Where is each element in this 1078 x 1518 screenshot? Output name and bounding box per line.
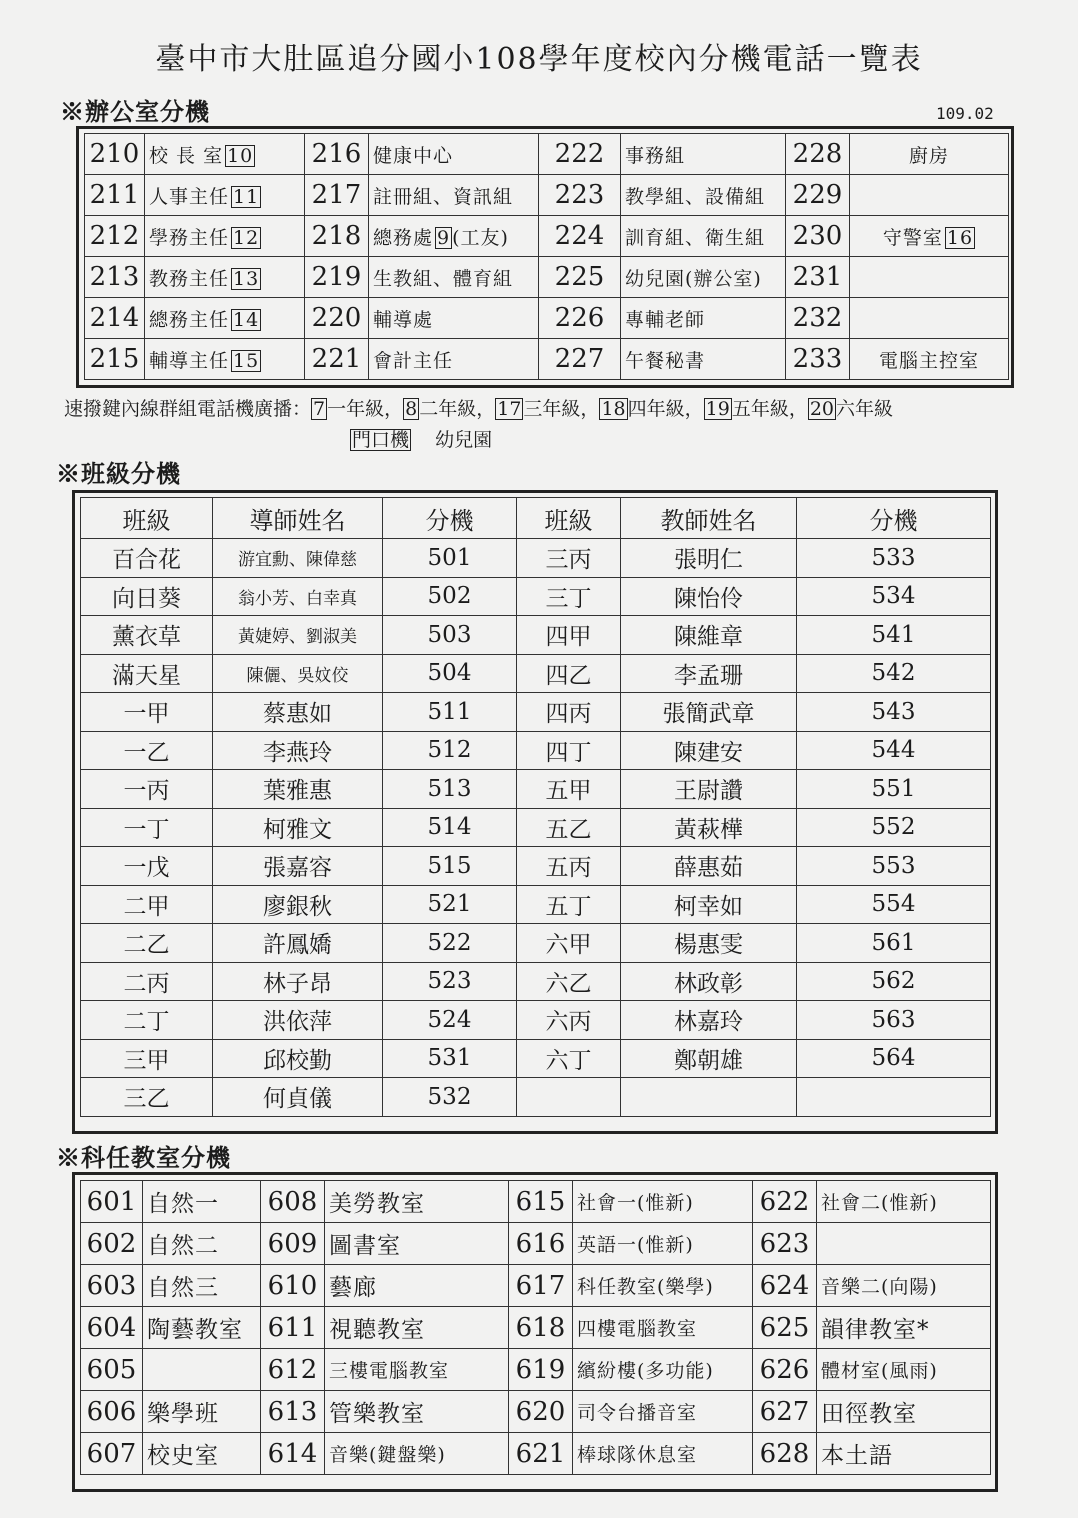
subject-room-name: 田徑教室 [817, 1391, 991, 1433]
class-extension: 551 [797, 770, 991, 809]
teacher-name [621, 1078, 797, 1117]
teacher-name: 蔡惠如 [213, 693, 383, 732]
class-extension: 532 [383, 1078, 517, 1117]
subject-ext-number: 627 [753, 1391, 817, 1433]
subject-row [81, 1433, 991, 1475]
office-ext-number: 210 [85, 134, 145, 175]
office-ext-label-cell [850, 175, 1009, 216]
office-ext-label-cell [145, 134, 305, 175]
subject-room-name: 圖書室 [325, 1223, 509, 1265]
office-ext-label: 總務處 [373, 226, 434, 249]
teacher-name: 黃婕婷、劉淑美 [213, 616, 383, 655]
class-extension: 515 [383, 847, 517, 886]
class-row [81, 1039, 991, 1078]
class-name: 三丙 [517, 539, 621, 578]
class-column-header: 導師姓名 [213, 498, 383, 539]
speed-key-box: 13 [233, 267, 260, 290]
subject-room-name: 藝廊 [325, 1265, 509, 1307]
teacher-name: 李燕玲 [213, 731, 383, 770]
teacher-name: 黃萩樺 [621, 808, 797, 847]
office-row [85, 134, 1009, 175]
class-section-title: ※班級分機 [56, 459, 181, 488]
class-name: 四丙 [517, 693, 621, 732]
subject-ext-number: 619 [509, 1349, 573, 1391]
teacher-name: 王尉讚 [621, 770, 797, 809]
subject-ext-number: 620 [509, 1391, 573, 1433]
class-row [81, 808, 991, 847]
speed-dial-key: 18 [601, 398, 626, 420]
office-ext-number: 216 [305, 134, 369, 175]
office-ext-label-cell [145, 257, 305, 298]
subject-ext-number: 612 [261, 1349, 325, 1391]
office-ext-number: 215 [85, 339, 145, 380]
class-extension: 563 [797, 1001, 991, 1040]
speed-dial-label: 六年級 [836, 398, 894, 420]
office-ext-number: 226 [539, 298, 621, 339]
teacher-name: 葉雅惠 [213, 770, 383, 809]
class-extension: 511 [383, 693, 517, 732]
office-ext-number: 224 [539, 216, 621, 257]
speed-dial-key: 17 [497, 398, 522, 420]
office-ext-number: 225 [539, 257, 621, 298]
office-ext-label-cell [621, 257, 786, 298]
speed-key-box: 11 [233, 185, 260, 208]
office-ext-label: 守警室 [882, 226, 943, 249]
subject-ext-number: 617 [509, 1265, 573, 1307]
class-extension: 522 [383, 924, 517, 963]
class-extension: 524 [383, 1001, 517, 1040]
office-ext-label: 會計主任 [373, 349, 454, 372]
subject-room-name: 美勞教室 [325, 1181, 509, 1223]
office-row [85, 339, 1009, 380]
office-ext-number: 231 [786, 257, 850, 298]
office-ext-label: 人事主任 [149, 185, 230, 208]
subject-ext-number: 621 [509, 1433, 573, 1475]
speed-key-box: 12 [233, 226, 260, 249]
subject-ext-number: 622 [753, 1181, 817, 1223]
class-row [81, 654, 991, 693]
office-row [85, 216, 1009, 257]
teacher-name: 何貞儀 [213, 1078, 383, 1117]
class-extension: 562 [797, 962, 991, 1001]
office-ext-number: 223 [539, 175, 621, 216]
office-ext-label: 輔導處 [373, 308, 434, 331]
office-table [84, 133, 1009, 380]
subject-ext-number: 613 [261, 1391, 325, 1433]
class-row [81, 539, 991, 578]
subject-room-name: 英語一(惟新) [573, 1223, 753, 1265]
subject-row [81, 1223, 991, 1265]
subject-room-name: 陶藝教室 [143, 1307, 261, 1349]
class-name: 一丙 [81, 770, 213, 809]
office-row [85, 175, 1009, 216]
class-row [81, 962, 991, 1001]
office-ext-number: 220 [305, 298, 369, 339]
office-ext-label: 電腦主控室 [878, 349, 979, 372]
office-ext-number: 211 [85, 175, 145, 216]
class-name: 四乙 [517, 654, 621, 693]
office-ext-number: 219 [305, 257, 369, 298]
class-name: 六甲 [517, 924, 621, 963]
office-ext-suffix: (工友) [452, 226, 509, 249]
class-row [81, 616, 991, 655]
speed-key-box: 16 [946, 226, 974, 249]
class-row [81, 847, 991, 886]
class-column-header: 班級 [517, 498, 621, 539]
office-ext-number: 214 [85, 298, 145, 339]
teacher-name: 許鳳嬌 [213, 924, 383, 963]
class-row [81, 1001, 991, 1040]
office-ext-number: 230 [786, 216, 850, 257]
class-extension: 553 [797, 847, 991, 886]
class-extension: 512 [383, 731, 517, 770]
class-name: 百合花 [81, 539, 213, 578]
subject-ext-number: 604 [81, 1307, 143, 1349]
office-ext-label-cell [850, 257, 1009, 298]
speed-dial-label: 一年級， [327, 398, 404, 420]
class-column-header: 分機 [797, 498, 991, 539]
teacher-name: 張簡武章 [621, 693, 797, 732]
subject-table [80, 1180, 991, 1475]
subject-room-name: 音樂(鍵盤樂) [325, 1433, 509, 1475]
class-name: 向日葵 [81, 577, 213, 616]
teacher-name: 邱校勤 [213, 1039, 383, 1078]
teacher-name: 洪依萍 [213, 1001, 383, 1040]
office-ext-number: 213 [85, 257, 145, 298]
class-extension: 513 [383, 770, 517, 809]
office-ext-number: 227 [539, 339, 621, 380]
office-ext-number: 221 [305, 339, 369, 380]
teacher-name: 廖銀秋 [213, 885, 383, 924]
office-ext-label: 訓育組、衛生組 [625, 226, 766, 249]
class-name: 四丁 [517, 731, 621, 770]
subject-room-name: 管樂教室 [325, 1391, 509, 1433]
class-extension: 514 [383, 808, 517, 847]
teacher-name: 李孟珊 [621, 654, 797, 693]
subject-room-name: 三樓電腦教室 [325, 1349, 509, 1391]
teacher-name: 鄭朝雄 [621, 1039, 797, 1078]
class-extension: 521 [383, 885, 517, 924]
class-row [81, 693, 991, 732]
subject-ext-number: 603 [81, 1265, 143, 1307]
office-ext-label-cell [850, 339, 1009, 380]
subject-room-name: 棒球隊休息室 [573, 1433, 753, 1475]
subject-ext-number: 615 [509, 1181, 573, 1223]
office-ext-label-cell [369, 216, 539, 257]
teacher-name: 柯幸如 [621, 885, 797, 924]
office-ext-label-cell [369, 134, 539, 175]
office-ext-label: 教務主任 [149, 267, 230, 290]
class-row [81, 577, 991, 616]
subject-ext-number: 606 [81, 1391, 143, 1433]
office-ext-label-cell [369, 175, 539, 216]
class-extension: 533 [797, 539, 991, 578]
office-row [85, 257, 1009, 298]
office-ext-label: 專輔老師 [625, 308, 706, 331]
class-name: 一丁 [81, 808, 213, 847]
speed-dial-prefix: 速撥鍵內線群組電話機廣播： [64, 398, 312, 420]
office-ext-label: 註冊組、資訊組 [373, 185, 514, 208]
speed-dial-label: 四年級， [627, 398, 704, 420]
subject-room-name: 本土語 [817, 1433, 991, 1475]
office-ext-label-cell [145, 298, 305, 339]
subject-ext-number: 602 [81, 1223, 143, 1265]
teacher-name: 陳儷、吳妏佼 [213, 654, 383, 693]
office-ext-label-cell [621, 175, 786, 216]
subject-room-name: 自然三 [143, 1265, 261, 1307]
class-name: 六丙 [517, 1001, 621, 1040]
class-row [81, 770, 991, 809]
subject-room-name: 社會一(惟新) [573, 1181, 753, 1223]
class-name [517, 1078, 621, 1117]
teacher-name: 柯雅文 [213, 808, 383, 847]
class-name: 六丁 [517, 1039, 621, 1078]
class-extension [797, 1078, 991, 1117]
speed-dial-key: 20 [809, 398, 835, 420]
office-ext-number: 233 [786, 339, 850, 380]
class-row [81, 885, 991, 924]
subject-room-name: 校史室 [143, 1433, 261, 1475]
office-ext-number: 217 [305, 175, 369, 216]
teacher-name: 陳維章 [621, 616, 797, 655]
teacher-name: 楊惠雯 [621, 924, 797, 963]
kindergarten-label: 幼兒園 [435, 429, 493, 451]
class-name: 二丙 [81, 962, 213, 1001]
subject-room-name: 音樂二(向陽) [817, 1265, 991, 1307]
class-extension: 543 [797, 693, 991, 732]
speed-dial-key: 8 [405, 398, 418, 420]
subject-ext-number: 616 [509, 1223, 573, 1265]
office-section-title: ※辦公室分機 [60, 97, 210, 126]
office-ext-number: 229 [786, 175, 850, 216]
subject-row [81, 1307, 991, 1349]
office-ext-label-cell [850, 298, 1009, 339]
subject-room-name: 體材室(風雨) [817, 1349, 991, 1391]
office-ext-number: 218 [305, 216, 369, 257]
date-label: 109.02 [936, 104, 994, 123]
subject-row [81, 1265, 991, 1307]
class-name: 二甲 [81, 885, 213, 924]
subject-ext-number: 626 [753, 1349, 817, 1391]
class-table [80, 497, 991, 1117]
speed-dial-note [64, 394, 893, 421]
subject-room-name: 韻律教室* [817, 1307, 991, 1349]
class-extension: 523 [383, 962, 517, 1001]
office-ext-number: 222 [539, 134, 621, 175]
class-name: 三丁 [517, 577, 621, 616]
subject-ext-number: 610 [261, 1265, 325, 1307]
teacher-name: 張嘉容 [213, 847, 383, 886]
class-extension: 561 [797, 924, 991, 963]
office-ext-label: 午餐秘書 [625, 349, 706, 372]
class-extension: 564 [797, 1039, 991, 1078]
speed-dial-key: 7 [313, 398, 326, 420]
subject-room-name: 繽紛樓(多功能) [573, 1349, 753, 1391]
subject-ext-number: 624 [753, 1265, 817, 1307]
speed-dial-label: 五年級， [731, 398, 808, 420]
office-ext-label-cell [621, 339, 786, 380]
subject-section-title: ※科任教室分機 [56, 1143, 231, 1172]
subject-room-name [143, 1349, 261, 1391]
office-ext-label-cell [145, 339, 305, 380]
office-ext-label: 輔導主任 [149, 349, 230, 372]
subject-row [81, 1181, 991, 1223]
office-ext-number: 232 [786, 298, 850, 339]
teacher-name: 薛惠茹 [621, 847, 797, 886]
office-ext-label: 幼兒園(辦公室) [625, 267, 762, 290]
class-extension: 503 [383, 616, 517, 655]
subject-ext-number: 628 [753, 1433, 817, 1475]
class-name: 五甲 [517, 770, 621, 809]
class-name: 二丁 [81, 1001, 213, 1040]
class-name: 三甲 [81, 1039, 213, 1078]
teacher-name: 翁小芳、白幸真 [213, 577, 383, 616]
subject-ext-number: 623 [753, 1223, 817, 1265]
office-ext-label-cell [369, 298, 539, 339]
class-row [81, 1078, 991, 1117]
office-ext-label-cell [621, 298, 786, 339]
subject-ext-number: 607 [81, 1433, 143, 1475]
class-row [81, 924, 991, 963]
subject-ext-number: 608 [261, 1181, 325, 1223]
class-extension: 534 [797, 577, 991, 616]
office-row [85, 298, 1009, 339]
subject-room-name: 自然二 [143, 1223, 261, 1265]
office-ext-label: 生教組、體育組 [373, 267, 514, 290]
subject-room-name: 視聽教室 [325, 1307, 509, 1349]
speed-dial-label: 三年級， [523, 398, 600, 420]
class-name: 一戊 [81, 847, 213, 886]
teacher-name: 林政彰 [621, 962, 797, 1001]
teacher-name: 陳怡伶 [621, 577, 797, 616]
subject-room-name: 科任教室(樂學) [573, 1265, 753, 1307]
speed-dial-key: 19 [705, 398, 730, 420]
class-name: 三乙 [81, 1078, 213, 1117]
teacher-name: 游宜勳、陳偉慈 [213, 539, 383, 578]
subject-ext-number: 605 [81, 1349, 143, 1391]
office-ext-number: 212 [85, 216, 145, 257]
teacher-name: 張明仁 [621, 539, 797, 578]
office-ext-number: 228 [786, 134, 850, 175]
class-extension: 502 [383, 577, 517, 616]
class-extension: 552 [797, 808, 991, 847]
class-name: 六乙 [517, 962, 621, 1001]
subject-room-name [817, 1223, 991, 1265]
speed-key-box: 15 [233, 349, 260, 372]
subject-room-name: 自然一 [143, 1181, 261, 1223]
office-ext-label: 總務主任 [149, 308, 230, 331]
subject-row [81, 1349, 991, 1391]
class-extension: 554 [797, 885, 991, 924]
class-extension: 504 [383, 654, 517, 693]
office-ext-label-cell [850, 216, 1009, 257]
subject-ext-number: 618 [509, 1307, 573, 1349]
teacher-name: 林嘉玲 [621, 1001, 797, 1040]
office-ext-label: 健康中心 [373, 144, 454, 167]
class-extension: 541 [797, 616, 991, 655]
subject-room-name: 社會二(惟新) [817, 1181, 991, 1223]
class-name: 一甲 [81, 693, 213, 732]
teacher-name: 陳建安 [621, 731, 797, 770]
office-ext-label-cell [850, 134, 1009, 175]
subject-row [81, 1391, 991, 1433]
speed-dial-note-line2 [350, 425, 492, 452]
class-name: 五丁 [517, 885, 621, 924]
subject-ext-number: 609 [261, 1223, 325, 1265]
class-column-header: 分機 [383, 498, 517, 539]
door-phone-key: 門口機 [352, 429, 410, 451]
subject-room-name: 四樓電腦教室 [573, 1307, 753, 1349]
speed-key-box: 9 [437, 226, 451, 249]
teacher-name: 林子昂 [213, 962, 383, 1001]
class-name: 五丙 [517, 847, 621, 886]
office-ext-label-cell [621, 134, 786, 175]
speed-dial-label: 二年級， [419, 398, 496, 420]
class-name: 薰衣草 [81, 616, 213, 655]
class-name: 四甲 [517, 616, 621, 655]
subject-ext-number: 614 [261, 1433, 325, 1475]
office-ext-label-cell [145, 175, 305, 216]
class-name: 五乙 [517, 808, 621, 847]
class-row [81, 731, 991, 770]
class-column-header: 班級 [81, 498, 213, 539]
office-ext-label: 學務主任 [149, 226, 230, 249]
class-name: 二乙 [81, 924, 213, 963]
office-ext-label: 廚房 [908, 144, 949, 167]
office-ext-label: 校 長 室 [149, 144, 224, 167]
speed-key-box: 10 [227, 144, 254, 167]
class-column-header: 教師姓名 [621, 498, 797, 539]
class-name: 一乙 [81, 731, 213, 770]
office-ext-label: 事務組 [625, 144, 686, 167]
subject-ext-number: 611 [261, 1307, 325, 1349]
class-extension: 501 [383, 539, 517, 578]
office-ext-label: 教學組、設備組 [625, 185, 766, 208]
class-extension: 531 [383, 1039, 517, 1078]
subject-room-name: 樂學班 [143, 1391, 261, 1433]
office-ext-label-cell [621, 216, 786, 257]
office-ext-label-cell [369, 339, 539, 380]
subject-ext-number: 625 [753, 1307, 817, 1349]
class-name: 滿天星 [81, 654, 213, 693]
class-extension: 544 [797, 731, 991, 770]
class-extension: 542 [797, 654, 991, 693]
subject-ext-number: 601 [81, 1181, 143, 1223]
subject-room-name: 司令台播音室 [573, 1391, 753, 1433]
speed-key-box: 14 [233, 308, 260, 331]
page-title: 臺中市大肚區追分國小108學年度校內分機電話一覽表 [155, 42, 923, 77]
office-ext-label-cell [145, 216, 305, 257]
office-ext-label-cell [369, 257, 539, 298]
